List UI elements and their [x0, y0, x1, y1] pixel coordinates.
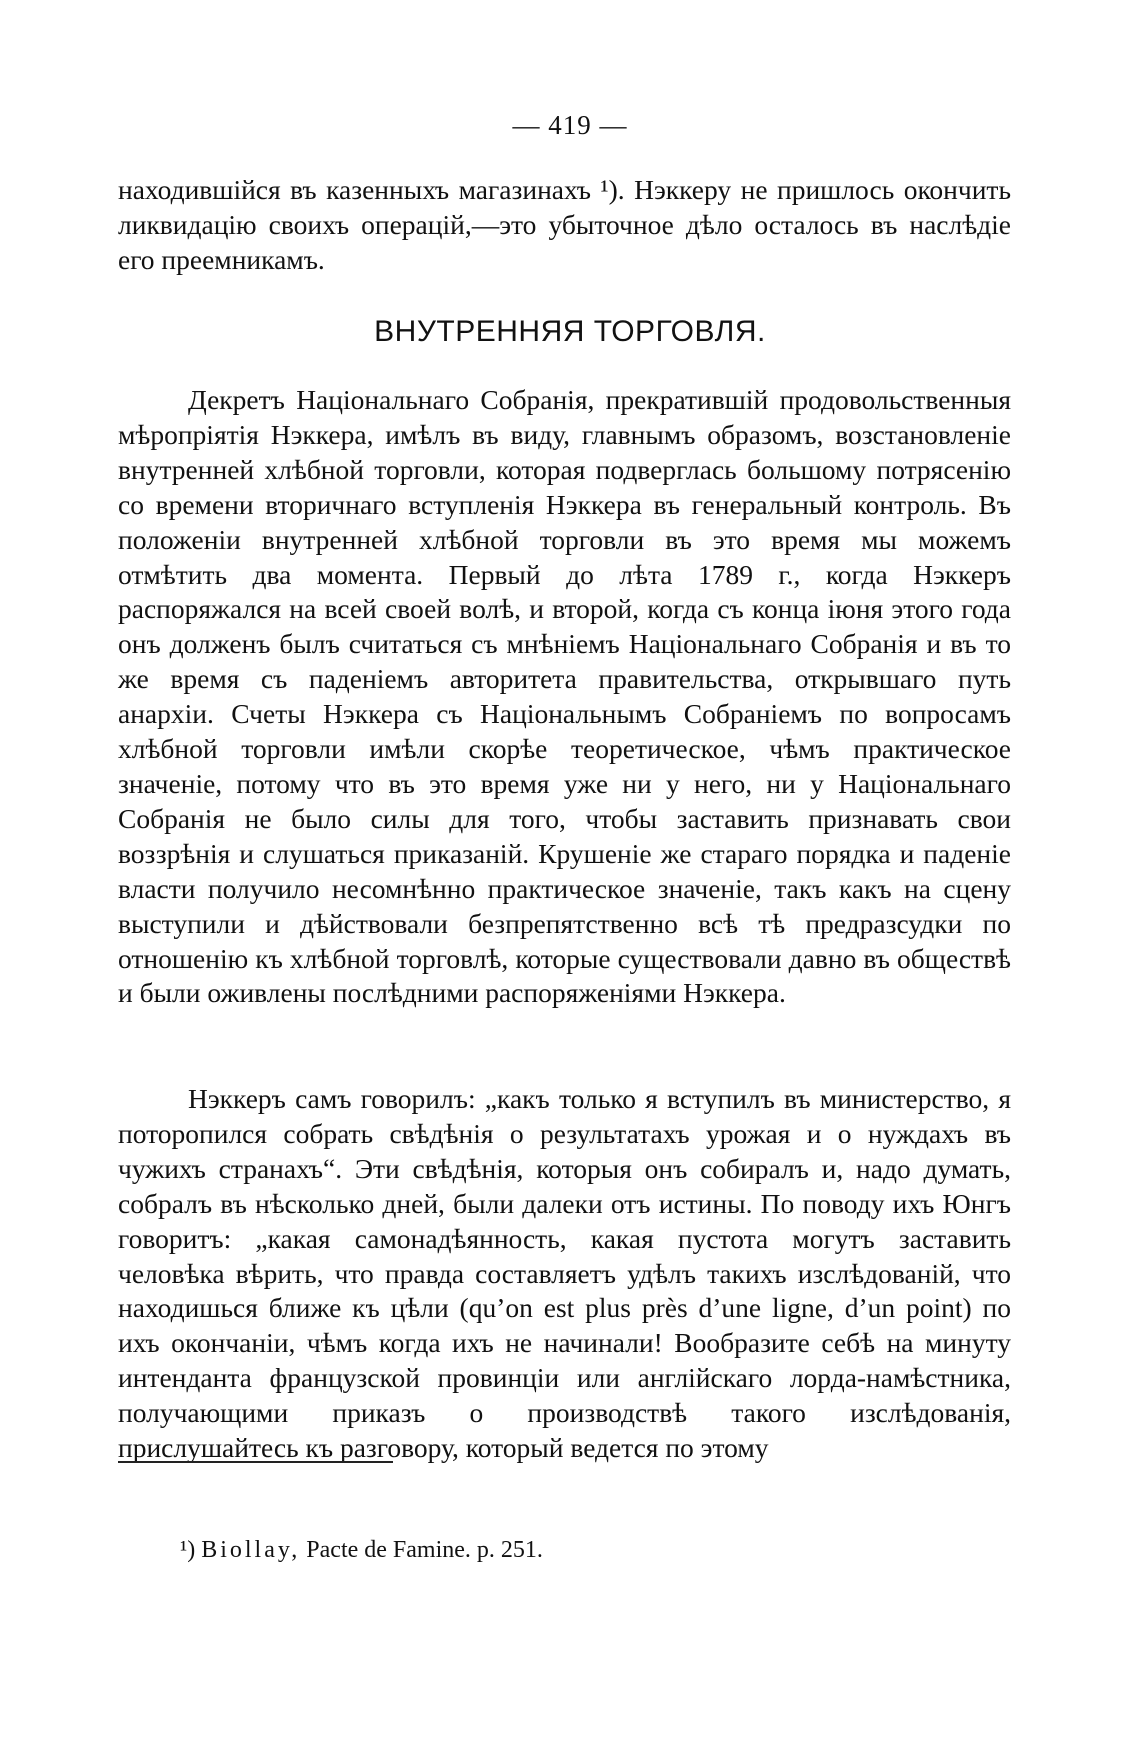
page-number: — 419 — [512, 110, 628, 140]
intro-paragraph: находившійся въ казенныхъ магазинахъ ¹). Нэккеру не пришлось окончить ликвидацію своихъ операцій,—это убыточное дѣло осталось въ наслѣдіе его преемникамъ. [118, 174, 1011, 275]
body-paragraph-2: Нэккеръ самъ говорилъ: „какъ только я вступилъ въ министерство, я поторопился собрать свѣдѣнія о результатахъ урожая и о нуждахъ въ чужихъ странахъ“. Эти свѣдѣнія, которыя онъ собиралъ и, надо думать, собралъ въ нѣсколько дней, были далеки отъ истины. По поводу ихъ Юнгъ говоритъ: „какая самонадѣянность, какая пустота могутъ заставить человѣка вѣрить, что правда составляетъ удѣлъ такихъ изслѣдованій, что находишься ближе къ цѣли (qu’on est plus près d’une ligne, d’un point) по ихъ окончаніи, чѣмъ когда ихъ не начинали! Вообразите себѣ на минуту интенданта французской провинціи или англійскаго лорда-намѣстника, получающими приказъ о производствѣ такого изслѣдованія, прислушайтесь къ разговору, который ведется по этому [118, 1083, 1011, 1464]
footnote-divider [118, 1461, 393, 1463]
footnote-citation: Pacte de Famine. p. 251. [306, 1537, 543, 1563]
footnote [180, 1535, 980, 1565]
footnote-marker: ¹) [180, 1537, 196, 1563]
footnote-author: Biollay, [201, 1537, 301, 1563]
body-paragraph-1: Декретъ Національнаго Собранія, прекратившій продовольственныя мѣропріятія Нэккера, имѣлъ въ виду, главнымъ образомъ, возстановленіе внутренней хлѣбной торговли, которая подверглась большому потрясенію со времени вторичнаго вступленія Нэккера въ генеральный контроль. Въ положеніи внутренней хлѣбной торговли въ это время мы можемъ отмѣтить два момента. Первый до лѣта 1789 г., когда Нэккеръ распоряжался на всей своей волѣ, и второй, когда съ конца іюня этого года онъ долженъ былъ считаться съ мнѣніемъ Національнаго Собранія и въ то же время съ паденіемъ авторитета правительства, открывшаго путь анархіи. Счеты Нэккера съ Національнымъ Собраніемъ по вопросамъ хлѣбной торговли имѣли скорѣе теоретическое, чѣмъ практическое значеніе, потому что въ это время уже ни у него, ни у Національнаго Собранія не было силы для того, чтобы заставить признавать свои воззрѣнія и слушаться приказаній. Крушеніе же стараго порядка и паденіе власти получило несомнѣнно практическое значеніе, такъ какъ на сцену выступили и дѣйствовали безпрепятственно всѣ тѣ предразсудки по отношенію къ хлѣбной торговлѣ, которые существовали давно въ обществѣ и были оживлены послѣдними распоряженіями Нэккера. [118, 384, 1011, 1009]
section-heading: ВНУТРЕННЯЯ ТОРГОВЛЯ. [374, 315, 766, 348]
